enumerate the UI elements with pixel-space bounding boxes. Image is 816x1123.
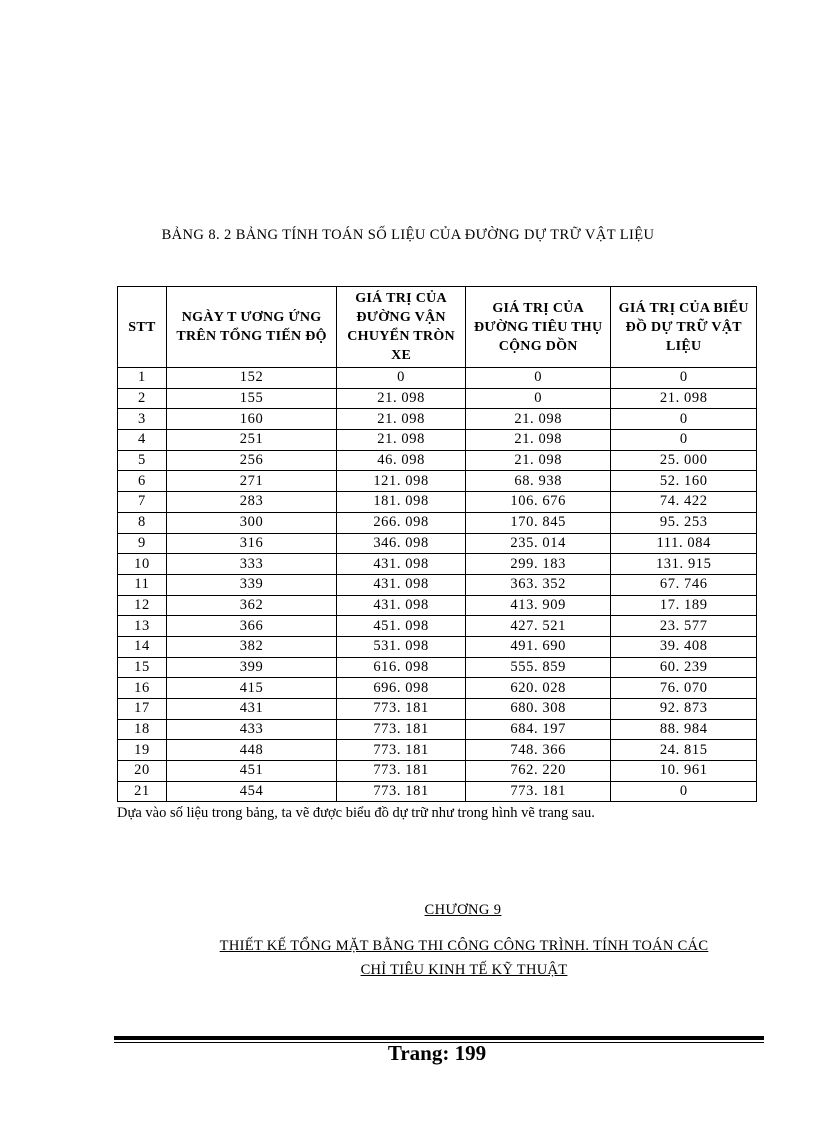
table-cell: 235. 014 — [465, 533, 611, 554]
table-row — [118, 492, 757, 513]
table-row — [118, 450, 757, 471]
table-cell: 382 — [166, 636, 336, 657]
table-cell: 4 — [118, 430, 167, 451]
page-number: Trang: 199 — [387, 1041, 487, 1065]
table-cell: 0 — [337, 368, 466, 389]
header-transport: GIÁ TRỊ CỦA ĐƯỜNG VẬN CHUYỂN TRÒN XE — [337, 287, 466, 368]
table-row — [118, 554, 757, 575]
table-cell: 680. 308 — [465, 699, 611, 720]
table-cell: 24. 815 — [611, 740, 757, 761]
table-cell: 555. 859 — [465, 657, 611, 678]
table-row — [118, 657, 757, 678]
table-cell: 155 — [166, 388, 336, 409]
table-cell: 316 — [166, 533, 336, 554]
table-cell: 773. 181 — [337, 719, 466, 740]
table-cell: 684. 197 — [465, 719, 611, 740]
table-row — [118, 409, 757, 430]
table-cell: 399 — [166, 657, 336, 678]
footer-rule-thick — [114, 1036, 764, 1040]
table-cell: 256 — [166, 450, 336, 471]
table-cell: 773. 181 — [465, 781, 611, 802]
table-cell: 5 — [118, 450, 167, 471]
table-row — [118, 719, 757, 740]
table-cell: 0 — [611, 368, 757, 389]
table-cell: 696. 098 — [337, 678, 466, 699]
table-cell: 0 — [611, 430, 757, 451]
table-cell: 363. 352 — [465, 574, 611, 595]
table-cell: 21. 098 — [611, 388, 757, 409]
table-cell: 339 — [166, 574, 336, 595]
table-header-row — [118, 287, 757, 368]
table-cell: 454 — [166, 781, 336, 802]
table-cell: 346. 098 — [337, 533, 466, 554]
table-cell: 21. 098 — [465, 409, 611, 430]
table-cell: 131. 915 — [611, 554, 757, 575]
table-cell: 762. 220 — [465, 761, 611, 782]
table-cell: 283 — [166, 492, 336, 513]
table-row — [118, 471, 757, 492]
table-cell: 16 — [118, 678, 167, 699]
table-cell: 2 — [118, 388, 167, 409]
table-cell: 21 — [118, 781, 167, 802]
table-cell: 431. 098 — [337, 554, 466, 575]
table-cell: 362 — [166, 595, 336, 616]
table-row — [118, 595, 757, 616]
table-cell: 6 — [118, 471, 167, 492]
table-cell: 427. 521 — [465, 616, 611, 637]
table-note: Dựa vào số liệu trong bảng, ta vẽ được biểu đồ dự trữ như trong hình vẽ trang sau. — [117, 805, 595, 821]
table-cell: 13 — [118, 616, 167, 637]
table-cell: 17. 189 — [611, 595, 757, 616]
table-cell: 333 — [166, 554, 336, 575]
table-row — [118, 678, 757, 699]
table-cell: 266. 098 — [337, 512, 466, 533]
table-cell: 0 — [465, 388, 611, 409]
table-cell: 76. 070 — [611, 678, 757, 699]
table-row — [118, 368, 757, 389]
table-cell: 431. 098 — [337, 595, 466, 616]
table-cell: 773. 181 — [337, 740, 466, 761]
table-cell: 17 — [118, 699, 167, 720]
table-cell: 251 — [166, 430, 336, 451]
table-cell: 299. 183 — [465, 554, 611, 575]
table-cell: 8 — [118, 512, 167, 533]
table-cell: 25. 000 — [611, 450, 757, 471]
table-cell: 431. 098 — [337, 574, 466, 595]
table-cell: 616. 098 — [337, 657, 466, 678]
table-row — [118, 533, 757, 554]
table-cell: 413. 909 — [465, 595, 611, 616]
table-row — [118, 636, 757, 657]
table-cell: 67. 746 — [611, 574, 757, 595]
table-cell: 181. 098 — [337, 492, 466, 513]
table-row — [118, 781, 757, 802]
table-cell: 620. 028 — [465, 678, 611, 699]
table-row — [118, 512, 757, 533]
table-cell: 433 — [166, 719, 336, 740]
table-cell: 7 — [118, 492, 167, 513]
table-cell: 0 — [611, 409, 757, 430]
table-cell: 451 — [166, 761, 336, 782]
table-cell: 1 — [118, 368, 167, 389]
table-cell: 773. 181 — [337, 761, 466, 782]
table-row — [118, 761, 757, 782]
table-cell: 11 — [118, 574, 167, 595]
table-cell: 748. 366 — [465, 740, 611, 761]
table-cell: 21. 098 — [337, 409, 466, 430]
table-cell: 271 — [166, 471, 336, 492]
header-consumption: GIÁ TRỊ CỦA ĐƯỜNG TIÊU THỤ CỘNG DỒN — [465, 287, 611, 368]
table-cell: 15 — [118, 657, 167, 678]
table-cell: 21. 098 — [337, 430, 466, 451]
chapter-title-line-1: THIẾT KẾ TỔNG MẶT BẰNG THI CÔNG CÔNG TRÌNH. TÍNH TOÁN CÁC — [219, 938, 709, 954]
table-cell: 46. 098 — [337, 450, 466, 471]
table-cell: 60. 239 — [611, 657, 757, 678]
table-cell: 88. 984 — [611, 719, 757, 740]
chapter-label: CHƯƠNG 9 — [424, 902, 502, 918]
table-row — [118, 616, 757, 637]
table-title: BẢNG 8. 2 BẢNG TÍNH TOÁN SỐ LIỆU CỦA ĐƯỜNG DỰ TRỮ VẬT LIỆU — [161, 227, 655, 243]
table-cell: 152 — [166, 368, 336, 389]
table-cell: 106. 676 — [465, 492, 611, 513]
table-cell: 0 — [465, 368, 611, 389]
table-cell: 160 — [166, 409, 336, 430]
chapter-title-line-2: CHỈ TIÊU KINH TẾ KỸ THUẬT — [360, 962, 568, 978]
table-cell: 39. 408 — [611, 636, 757, 657]
table-cell: 21. 098 — [465, 450, 611, 471]
table-cell: 52. 160 — [611, 471, 757, 492]
table-cell: 74. 422 — [611, 492, 757, 513]
table-cell: 366 — [166, 616, 336, 637]
table-cell: 451. 098 — [337, 616, 466, 637]
table-cell: 21. 098 — [465, 430, 611, 451]
table-cell: 491. 690 — [465, 636, 611, 657]
table-row — [118, 388, 757, 409]
table-cell: 773. 181 — [337, 781, 466, 802]
table-cell: 21. 098 — [337, 388, 466, 409]
header-stt: STT — [118, 287, 167, 368]
table-cell: 19 — [118, 740, 167, 761]
table-cell: 92. 873 — [611, 699, 757, 720]
table-cell: 300 — [166, 512, 336, 533]
table-row — [118, 740, 757, 761]
table-cell: 415 — [166, 678, 336, 699]
table-cell: 12 — [118, 595, 167, 616]
table-cell: 773. 181 — [337, 699, 466, 720]
header-reserve: GIÁ TRỊ CỦA BIỂU ĐỒ DỰ TRỮ VẬT LIỆU — [611, 287, 757, 368]
table-row — [118, 699, 757, 720]
table-cell: 531. 098 — [337, 636, 466, 657]
table-cell: 111. 084 — [611, 533, 757, 554]
table-row — [118, 574, 757, 595]
table-cell: 14 — [118, 636, 167, 657]
table-cell: 10. 961 — [611, 761, 757, 782]
table-cell: 10 — [118, 554, 167, 575]
table-row — [118, 430, 757, 451]
table-cell: 18 — [118, 719, 167, 740]
table-cell: 3 — [118, 409, 167, 430]
table-cell: 23. 577 — [611, 616, 757, 637]
table-cell: 20 — [118, 761, 167, 782]
table-cell: 170. 845 — [465, 512, 611, 533]
material-reserve-table — [117, 286, 757, 802]
header-day: NGÀY T ƯƠNG ỨNG TRÊN TỔNG TIẾN ĐỘ — [166, 287, 336, 368]
table-cell: 0 — [611, 781, 757, 802]
table-cell: 95. 253 — [611, 512, 757, 533]
table-cell: 68. 938 — [465, 471, 611, 492]
table-body — [118, 368, 757, 802]
table-cell: 448 — [166, 740, 336, 761]
table-cell: 9 — [118, 533, 167, 554]
chapter-title — [162, 934, 766, 982]
table-cell: 121. 098 — [337, 471, 466, 492]
table-cell: 431 — [166, 699, 336, 720]
